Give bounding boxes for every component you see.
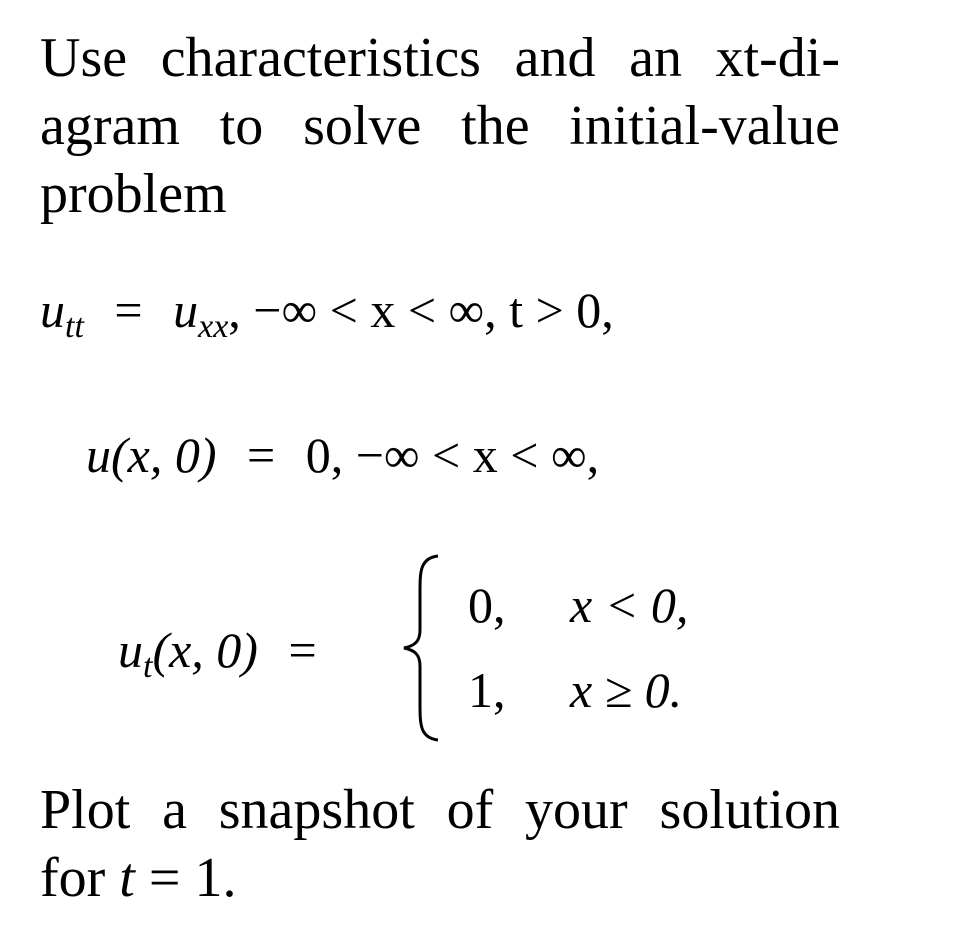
- case1-condition: x < 0,: [570, 577, 689, 633]
- eq1-domain: , −∞ < x < ∞, t > 0,: [228, 282, 614, 338]
- eq2-equals: =: [247, 427, 276, 483]
- wave-equation: [40, 280, 614, 347]
- outro-equals-one: = 1.: [134, 847, 237, 909]
- eq2-rhs: 0, −∞ < x < ∞,: [305, 427, 600, 483]
- case2-condition: x ≥ 0.: [570, 662, 683, 718]
- case1-value: 0,: [468, 577, 506, 633]
- initial-displacement: [86, 425, 599, 485]
- intro-line-3: problem: [40, 163, 227, 225]
- eq1-equals: =: [114, 282, 143, 338]
- case-2: [468, 660, 682, 720]
- problem-intro: [40, 24, 840, 228]
- outro-line-2: [40, 844, 840, 912]
- outro-t-var: t: [119, 847, 135, 909]
- case-1: [468, 575, 688, 635]
- eq2-lhs: u(x, 0): [86, 427, 217, 483]
- outro-for: for: [40, 847, 120, 909]
- left-brace-icon: [398, 552, 444, 744]
- intro-line-2: agram to solve the initial-value: [40, 95, 840, 157]
- eq1-lhs-var: u: [40, 282, 65, 338]
- eq1-lhs-sub: tt: [65, 308, 84, 345]
- case2-value: 1,: [468, 662, 506, 718]
- eq3-equals: =: [288, 622, 317, 678]
- eq3-lhs-args: (x, 0): [152, 622, 258, 678]
- initial-velocity-lhs: [118, 620, 335, 687]
- problem-outro: [40, 776, 840, 912]
- outro-line-1: Plot a snapshot of your solution: [40, 779, 840, 841]
- intro-line-1: Use characteristics and an xt-di-: [40, 27, 840, 89]
- eq1-rhs-sub: xx: [198, 308, 229, 345]
- eq1-rhs-var: u: [173, 282, 199, 338]
- eq3-lhs-var: u: [118, 622, 143, 678]
- eq3-lhs-sub: t: [143, 648, 153, 685]
